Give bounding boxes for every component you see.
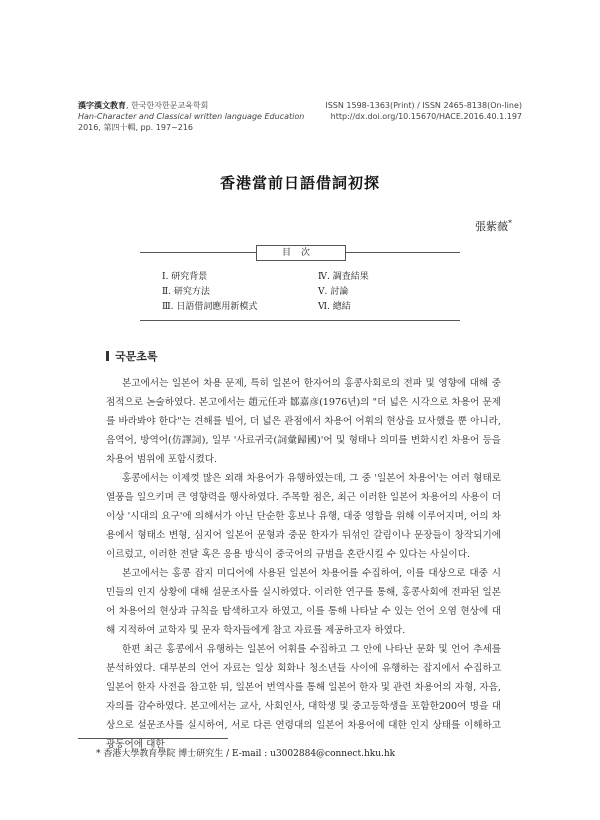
toc-item: Ⅱ. 研究方法: [162, 287, 210, 297]
toc-item: Ⅵ. 總結: [318, 302, 351, 312]
abstract-paragraph: 한편 최근 홍콩에서 유행하는 일본어 어휘를 수집하고 그 안에 나타난 문화 및 언어 추세를 분석하였다. 대부분의 언어 자료는 일상 회화나 청소년들 사이에 유행하는 잡지에서 수집하고 일본어 한자 사전을 참고한 뒤, 일본어 번역사를 통해 일본어 한자 및 관련 차용어의 자형, 자음, 자의를 감수하였다. 본고에서는 교사, 사회인사, 대학생 및 중고등학생을 포함한200여 명을 대상으로 설문조사를 실시하여, 서로 다른 연령대의 일본어 차용어에 대한 인지 상태를 이해하고 광동어에 대한: [106, 644, 501, 750]
toc-right-column: [318, 270, 369, 315]
issn-block: [325, 100, 522, 122]
toc-bottom-rule: [140, 320, 460, 321]
volume-info: 2016, 第四十輯, pp. 197~216: [78, 123, 194, 132]
footnote-rule: [78, 738, 228, 739]
doi-link[interactable]: http://dx.doi.org/10.15670/HACE.2016.40.1.197: [330, 112, 522, 121]
toc-item: Ⅲ. 日語借詞應用新模式: [162, 302, 258, 312]
author-footnote-mark: *: [508, 218, 512, 228]
toc-left-column: [162, 270, 257, 315]
journal-english-name: Han-Character and Classical written language Education: [78, 112, 305, 121]
heading-bar-icon: [106, 351, 109, 361]
abstract-paragraph: 홍콩에서는 이제껏 많은 외래 차용어가 유행하였는데, 그 중 '일본어 차용어'는 여러 형태로 열풍을 일으키며 큰 영향력을 행사하였다. 주목할 점은, 최근 이러한 일본어 차용어의 사용이 더 이상 '시대의 요구'에 의해서가 아닌 단순한 홍보나 유행, 대중 영합을 위해 이루어지며, 어의 차용에서 형태소 변형, 심지어 일본어 문형과 중문 한자가 뒤섞인 갈림이나 문장들이 창작되기에 이르렀고, 이러한 전달 혹은 응용 방식이 중국어의 규범을 혼란시킬 수 있다는 사실이다.: [106, 473, 501, 560]
paper-title: 香港當前日語借詞初探: [219, 174, 380, 192]
toc-item: Ⅰ. 研究背景: [162, 272, 208, 282]
toc-item: Ⅴ. 討論: [318, 287, 349, 297]
abstract-paragraph: 본고에서는 일본어 차용 문제, 특히 일본어 한자어의 홍콩사회로의 전파 및 영향에 대해 중점적으로 논술하였다. 본고에서는 趙元任과 鄒嘉彦(1976년)의 "더 넓은 시각으로 차용어 문제를 바라봐야 한다"는 견해를 빌어, 더 넓은 관점에서 차용어 어휘의 현상을 묘사했을 뿐 아니라, 음역어, 방역어(仿譯詞), 일부 '사료귀국(詞彙歸國)'어 및 형태나 의미를 변화시킨 차용어 등을 차용어 범위에 포함시켰다.: [106, 378, 501, 465]
footnote: * 香港大學教育學院 博士研究生 / E-mail : u3002884@connect.hku.hk: [96, 749, 396, 759]
author: [475, 218, 512, 234]
journal-header: [78, 100, 304, 133]
issn: ISSN 1598-1363(Print) / ISSN 2465-8138(On-line): [325, 101, 522, 110]
abstract-body: [106, 374, 501, 754]
abstract-heading-label: 국문초록: [115, 350, 158, 363]
author-name: 張紫薇: [475, 220, 508, 233]
abstract-paragraph: 본고에서는 홍콩 잡지 미디어에 사용된 일본어 차용어를 수집하여, 이를 대상으로 대중 시민들의 인지 상황에 대해 설문조사를 실시하였다. 이러한 연구를 통해, 홍콩사회에 전파된 일본어 차용어의 현상과 규칙을 탐색하고자 하였고, 이를 통해 나타날 수 있는 언어 오염 현상에 대해 지적하여 교학자 및 문자 학자들에게 참고 자료를 제공하고자 하였다.: [106, 568, 501, 636]
society-name: , 한국한자한문교육학회: [126, 101, 209, 110]
toc-heading: 目次: [256, 245, 346, 261]
toc-item: Ⅳ. 調査結果: [318, 272, 369, 282]
journal-name: 漢字漢文教育: [78, 101, 126, 110]
abstract-heading: [106, 348, 158, 364]
